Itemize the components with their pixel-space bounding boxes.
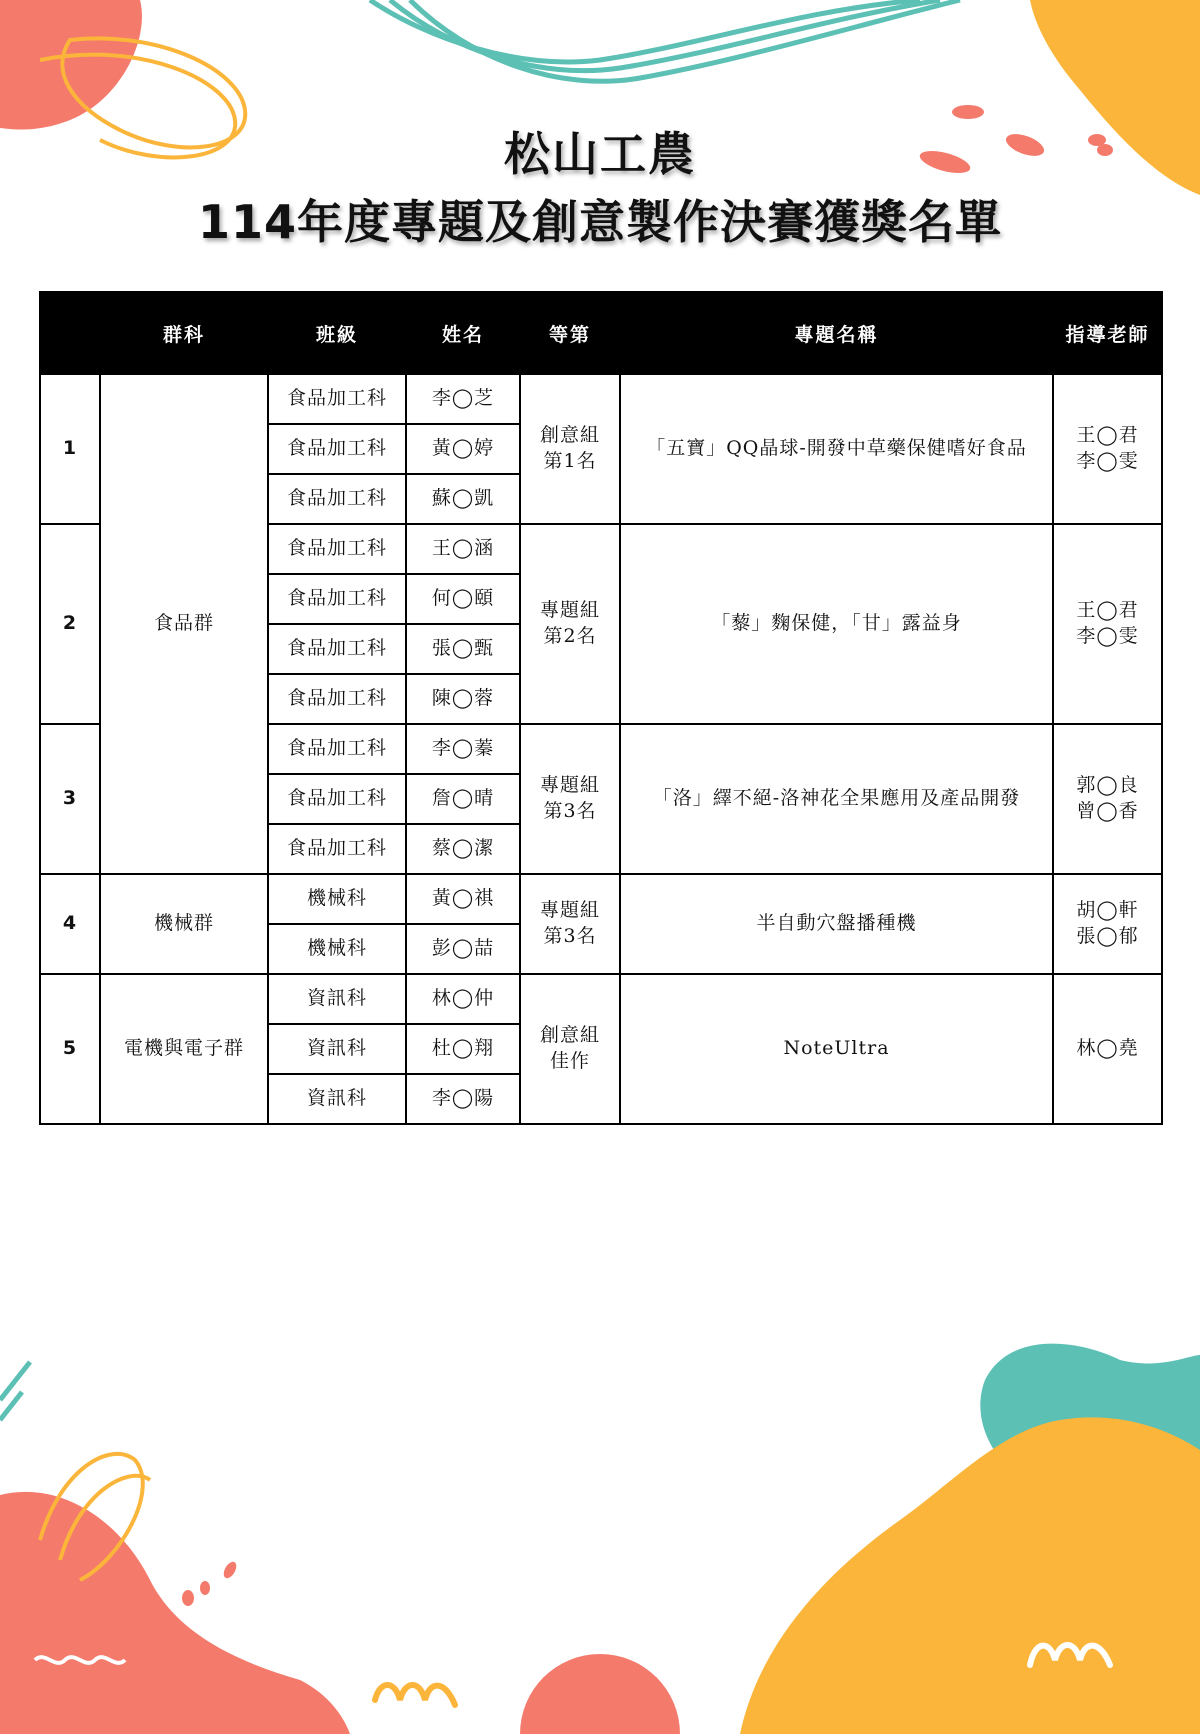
header-name: 姓名 [406,292,520,374]
class-cell: 食品加工科 [268,824,406,874]
header-index [40,292,100,374]
class-cell: 食品加工科 [268,624,406,674]
student-name: 林◯仲 [406,974,520,1024]
student-name: 蘇◯凱 [406,474,520,524]
group-cell: 機械群 [100,874,268,974]
rank-cell: 創意組 佳作 [520,974,620,1124]
table-header-row [40,292,1162,374]
student-name: 張◯甄 [406,624,520,674]
school-name: 松山工農 [504,127,696,181]
advisor-cell: 王◯君 李◯雯 [1053,524,1162,724]
student-name: 蔡◯潔 [406,824,520,874]
class-cell: 食品加工科 [268,424,406,474]
header-group: 群科 [100,292,268,374]
class-cell: 資訊科 [268,1024,406,1074]
header-rank: 等第 [520,292,620,374]
header-class: 班級 [268,292,406,374]
page-title: 114年度專題及創意製作決賽獲獎名單 [197,195,1003,249]
advisor-cell: 王◯君 李◯雯 [1053,374,1162,524]
entry-number: 5 [40,974,100,1124]
entry-number: 3 [40,724,100,874]
student-name: 黃◯婷 [406,424,520,474]
project-title: NoteUltra [620,974,1053,1124]
header-advisor: 指導老師 [1053,292,1162,374]
class-cell: 資訊科 [268,974,406,1024]
class-cell: 食品加工科 [268,374,406,424]
student-name: 彭◯喆 [406,924,520,974]
class-cell: 食品加工科 [268,574,406,624]
student-name: 杜◯翔 [406,1024,520,1074]
class-cell: 資訊科 [268,1074,406,1124]
student-name: 何◯頤 [406,574,520,624]
advisor-cell: 郭◯良 曾◯香 [1053,724,1162,874]
rank-cell: 創意組 第1名 [520,374,620,524]
advisor-cell: 林◯堯 [1053,974,1162,1124]
student-name: 陳◯蓉 [406,674,520,724]
class-cell: 機械科 [268,874,406,924]
table-row [40,374,1162,424]
table-row [40,874,1162,924]
student-name: 李◯芝 [406,374,520,424]
project-title: 「藜」麴保健，「甘」露益身 [620,524,1053,724]
student-name: 李◯陽 [406,1074,520,1124]
table-row [40,974,1162,1024]
student-name: 王◯涵 [406,524,520,574]
class-cell: 機械科 [268,924,406,974]
class-cell: 食品加工科 [268,724,406,774]
group-cell: 電機與電子群 [100,974,268,1124]
advisor-cell: 胡◯軒 張◯郁 [1053,874,1162,974]
student-name: 黃◯祺 [406,874,520,924]
group-cell: 食品群 [100,374,268,874]
project-title: 「五寶」QQ晶球-開發中草藥保健嗜好食品 [620,374,1053,524]
header-project: 專題名稱 [620,292,1053,374]
rank-cell: 專題組 第3名 [520,724,620,874]
entry-number: 2 [40,524,100,724]
project-title: 「洛」繹不絕-洛神花全果應用及產品開發 [620,724,1053,874]
class-cell: 食品加工科 [268,774,406,824]
student-name: 李◯蓁 [406,724,520,774]
rank-cell: 專題組 第2名 [520,524,620,724]
student-name: 詹◯晴 [406,774,520,824]
project-title: 半自動穴盤播種機 [620,874,1053,974]
class-cell: 食品加工科 [268,524,406,574]
entry-number: 1 [40,374,100,524]
rank-cell: 專題組 第3名 [520,874,620,974]
awards-table [39,291,1163,1125]
entry-number: 4 [40,874,100,974]
class-cell: 食品加工科 [268,674,406,724]
class-cell: 食品加工科 [268,474,406,524]
